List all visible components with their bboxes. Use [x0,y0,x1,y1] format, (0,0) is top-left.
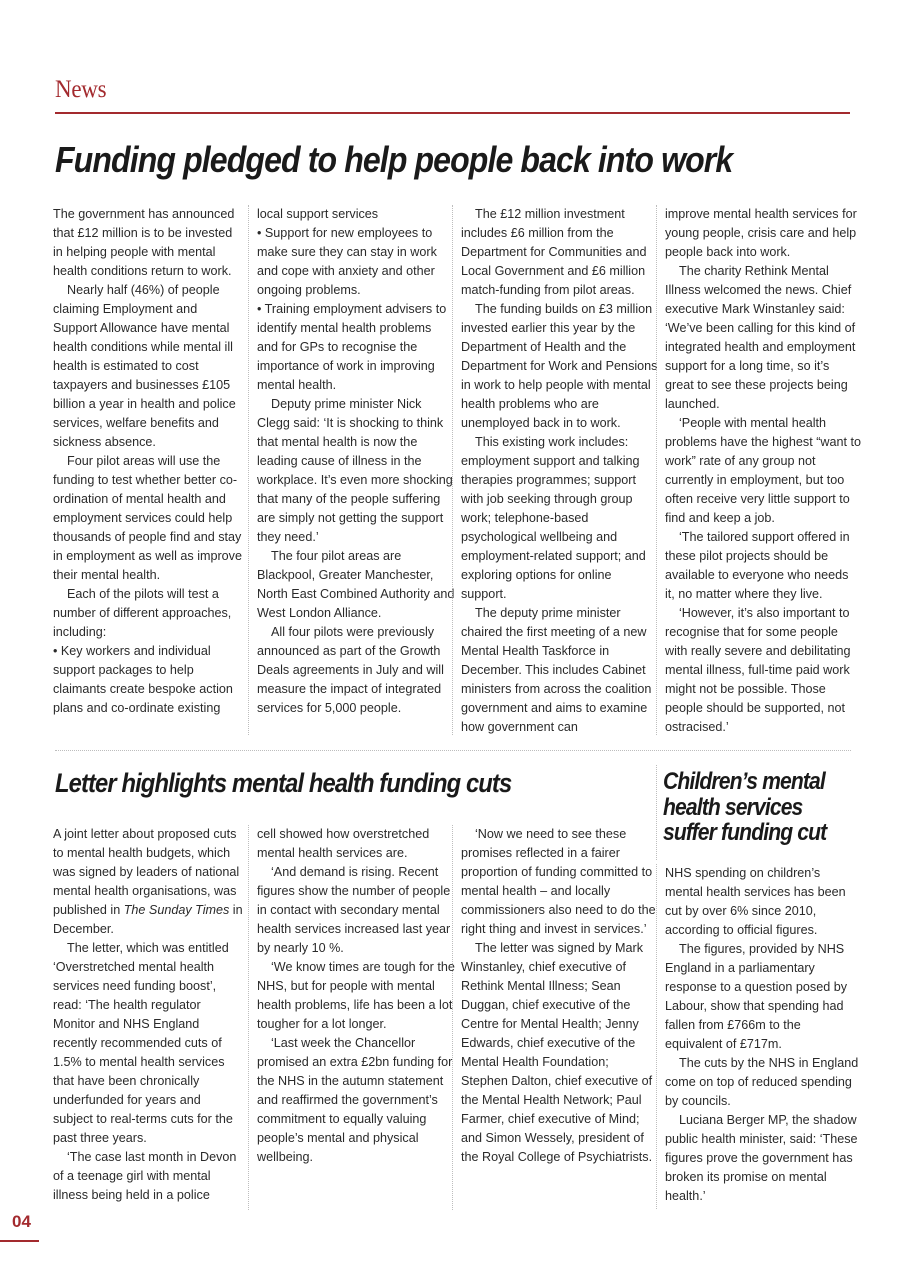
paragraph: • Key workers and individual support packages to help claimants create bespoke action plans and co-ordinate existing [53,644,233,715]
paragraph: The government has announced that £12 million is to be invested in helping people with mental health conditions return to work. [53,207,235,278]
article-column [53,205,243,735]
paragraph: improve mental health services for young people, crisis care and help people back into work. [665,207,857,259]
paragraph: This existing work includes: employment support and talking therapies programmes; support with job seeking through group work; telephone-based psychological wellbeing and employment-related support; and exploring options for online support. [461,435,646,601]
paragraph: local support services [257,207,379,221]
paragraph: The figures, provided by NHS England in a parliamentary response to a question posed by Labour, show that spending had fallen from £766m to the equivalent of £717m. [665,942,848,1051]
paragraph: The four pilot areas are Blackpool, Greater Manchester, North East Combined Authority and West London Alliance. [257,549,455,620]
paragraph: ‘The case last month in Devon of a teenage girl with mental illness being held in a police [53,1150,237,1202]
sidebar-divider [656,765,657,860]
paragraph: The letter was signed by Mark Winstanley, chief executive of Rethink Mental Illness; Sean Duggan, chief executive of the Centre for Mental Health; Jenny Edwards, chief executive of the Mental Health Foundation; Stephen Dalton, chief executive of the Mental Health Network; Paul Farmer, chief executive of Mind; and Simon Wessely, president of the Royal College of Psychiatrists. [461,941,653,1164]
paragraph: A joint letter about proposed cuts to mental health budgets, which was signed by leaders of national mental health organisations, was published in The Sunday Times in December. [53,827,243,936]
paragraph: All four pilots were previously announced as part of the Growth Deals agreements in July and will measure the impact of integrated services for 5,000 people. [257,625,444,715]
article-children-body [656,864,861,1209]
paragraph: • Training employment advisers to identify mental health problems and for GPs to recognise the importance of work in improving mental health. [257,302,447,392]
section-divider [55,750,851,751]
paragraph: The charity Rethink Mental Illness welcomed the news. Chief executive Mark Winstanley said: ‘We’ve been calling for this kind of integrated health and employment support for a long time, so it’s great to see these projects being launched. [665,264,856,411]
paragraph: NHS spending on children’s mental health services has been cut by over 6% since 2010, according to official figures. [665,866,846,937]
paragraph: The funding builds on £3 million invested earlier this year by the Department of Health and the Department for Work and Pensions in work to help people with mental health problems who are unemployed back in to work. [461,302,658,430]
paragraph: ‘Last week the Chancellor promised an extra £2bn funding for the NHS in the autumn statement and reaffirmed the government’s commitment to equally valuing people’s mental and physical wellbeing. [257,1036,453,1164]
paragraph: Luciana Berger MP, the shadow public health minister, said: ‘These figures prove the government has broken its promise on mental health.’ [665,1113,858,1203]
article-headline-funding: Funding pledged to help people back into work [55,139,733,180]
paragraph: ‘We know times are tough for the NHS, but for people with mental health problems, life has been a lot tougher for a lot longer. [257,960,455,1031]
article-column [452,205,659,735]
paragraph: ‘The tailored support offered in these pilot projects should be available to everyone who needs it, no matter where they live. [665,530,850,601]
article-column [53,825,243,1210]
paragraph: The deputy prime minister chaired the first meeting of a new Mental Health Taskforce in December. This includes Cabinet ministers from across the coalition government and aims to examine how government can [461,606,652,734]
section-rule [55,112,850,114]
paragraph: Deputy prime minister Nick Clegg said: ‘It is shocking to think that mental health is now the leading cause of illness in the workplace. It’s even more shocking that many of the people suffering are simply not getting the support they need.’ [257,397,453,544]
paragraph: The cuts by the NHS in England come on top of reduced spending by councils. [665,1056,859,1108]
article-column [656,205,861,735]
paragraph: The £12 million investment includes £6 million from the Department for Communities and Local Government and £6 million match-funding from pilot areas. [461,207,647,297]
article-column [452,825,659,1210]
section-label: News [55,76,107,103]
publication-title: The Sunday Times [123,903,230,917]
paragraph: ‘And demand is rising. Recent figures show the number of people in contact with secondary mental health services increased last year by nearly 10 %. [257,865,451,955]
page-number-rule [0,1240,39,1242]
article-headline-children: Children’s mental health services suffer funding cut [663,768,827,846]
paragraph: ‘Now we need to see these promises reflected in a fairer proportion of funding committed to mental health – and locally commissioners also need to do the right thing and invest in services.’ [461,827,656,936]
paragraph: The letter, which was entitled ‘Overstretched mental health services need funding boost’, read: ‘The health regulator Monitor and NHS England recently recommended cuts of 1.5% to mental health services that have been chronically underfunded for years and subject to real-terms cuts for the past three years. [53,941,233,1145]
paragraph: cell showed how overstretched mental health services are. [257,827,430,860]
article-column [248,205,455,735]
page-number: 04 [12,1212,31,1231]
paragraph: ‘However, it’s also important to recognise that for some people with really severe and debilitating mental illness, full-time paid work might not be possible. Those people should be supported, not ostracised.’ [665,606,851,734]
paragraph: Each of the pilots will test a number of different approaches, including: [53,587,232,639]
article-column [248,825,455,1210]
paragraph: ‘People with mental health problems have the highest “want to work” rate of any group not currently in employment, but too often receive very little support to find and keep a job. [665,416,862,525]
paragraph: Four pilot areas will use the funding to test whether better co-ordination of mental health and employment services could help thousands of people find and stay in employment as well as improve their mental health. [53,454,242,582]
paragraph: Nearly half (46%) of people claiming Employment and Support Allowance have mental health conditions while mental ill health is estimated to cost taxpayers and businesses £105 billion a year in health and police services, welfare benefits and sickness absence. [53,283,236,449]
paragraph: • Support for new employees to make sure they can stay in work and cope with anxiety and other ongoing problems. [257,226,437,297]
article-headline-letter: Letter highlights mental health funding cuts [55,768,512,798]
